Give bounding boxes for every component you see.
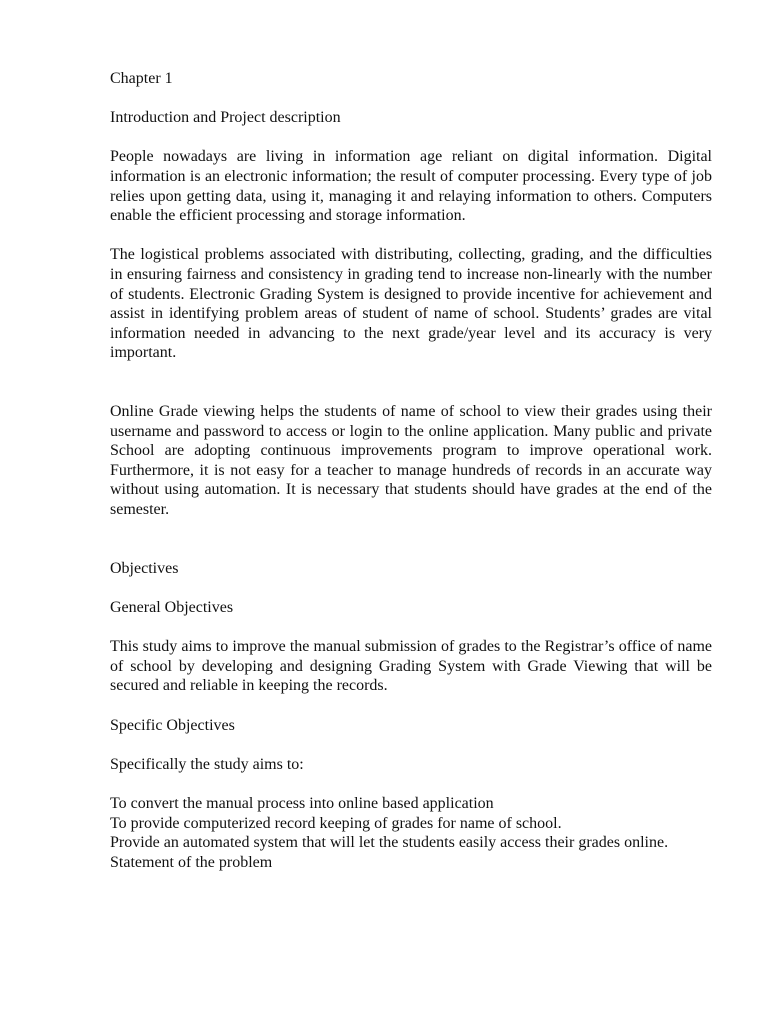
section-title: Introduction and Project description: [110, 109, 341, 127]
objectives-title: Objectives: [110, 559, 179, 577]
specific-objective-item-2: To provide computerized record keeping of grades for name of school.: [110, 814, 562, 832]
general-objectives-text: This study aims to improve the manual submission of grades to the Registrar’s office of name of school by developing and designing Grading System with Grade Viewing that will be secured and reliable in keeping the records.: [110, 638, 712, 695]
intro-paragraph-2: The logistical problems associated with distributing, collecting, grading, and the difficulties in ensuring fairness and consistency in grading tend to increase non-linearly with the number of students. Electronic Grading System is designed to provide incentive for achievement and assist in identifying problem areas of student of name of school. Students’ grades are vital information needed in advancing to the next grade/year level and its accuracy is very important.: [110, 246, 712, 362]
specific-objectives-intro: Specifically the study aims to:: [110, 755, 304, 773]
statement-of-problem-title: Statement of the problem: [110, 853, 273, 871]
specific-objective-item-1: To convert the manual process into online based application: [110, 794, 494, 812]
specific-objectives-title: Specific Objectives: [110, 716, 235, 734]
chapter-title: Chapter 1: [110, 70, 173, 87]
general-objectives-title: General Objectives: [110, 599, 234, 617]
document-page: [110, 69, 712, 872]
intro-paragraph-3: Online Grade viewing helps the students of name of school to view their grades using their username and password to access or login to the online application. Many public and private School are adopting continuous improvements program to improve operational work. Furthermore, it is not easy for a teacher to manage hundreds of records in an accurate way without using automation. It is necessary that students should have grades at the end of the semester.: [110, 403, 712, 519]
intro-paragraph-1: People nowadays are living in information age reliant on digital information. Digital information is an electronic information; the result of computer processing. Every type of job relies upon getting data, using it, managing it and relaying information to others. Computers enable the efficient processing and storage information.: [110, 148, 712, 225]
specific-objective-item-3: Provide an automated system that will let the students easily access their grades online.: [110, 834, 669, 852]
